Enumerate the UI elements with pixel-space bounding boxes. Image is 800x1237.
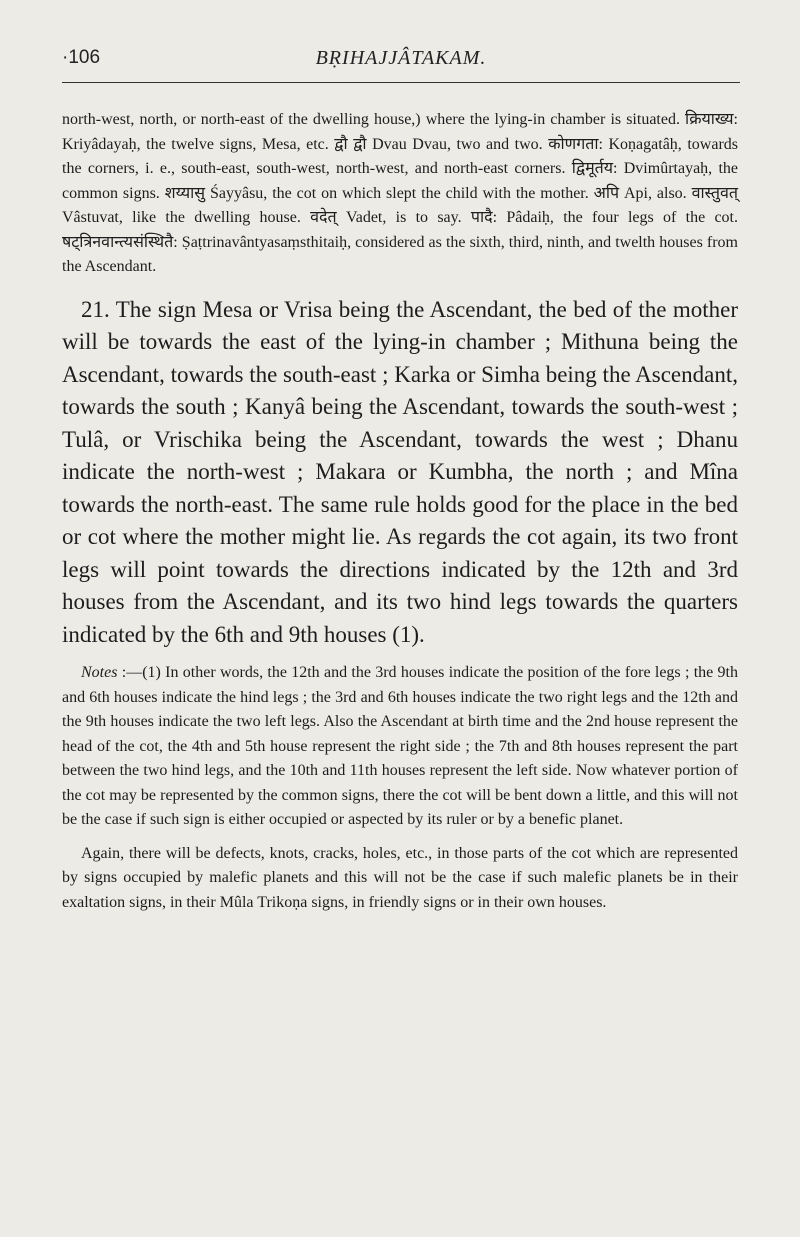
final-paragraph: Again, there will be defects, knots, cracks, holes, etc., in those parts of the cot which are represented by signs occupied by malefic planets and this will not be the case if such malefic planets be in their exaltation signs, in their Mûla Trikoṇa signs, in friendly signs or in their own houses.	[62, 844, 738, 911]
page-number: ·106	[62, 47, 101, 68]
glossary-paragraph: north-west, north, or north-east of the dwelling house,) where the lying-in chamber is situated. क्रियाख्य: Kriyâdayaḥ, the twelve signs, Mesa, etc. द्वौ द्वौ Dvau Dvau, two and two. कोणगता: Koṇagatâḥ, towards the corners, i. e., south-east, south-west, north-west, and north-east corners. द्विमूर्तय: Dvimûrtayaḥ, the common signs. शय्यासु Śayyâsu, the cot on which slept the child with the mother. अपि Api, also. वास्तुवत् Vâstuvat, like the dwelling house. वदेत् Vadet, is to say. पादै: Pâdaiḥ, the four legs of the cot. षट्त्रिनवान्त्यसंस्थितै: Ṣaṭtrinavântyasaṃsthitaiḥ, considered as the sixth, third, ninth, and twelth houses from the Ascendant.	[62, 111, 738, 275]
rule-21-paragraph: 21. The sign Mesa or Vrisa being the Ascendant, the bed of the mother will be towards the east of the lying-in chamber ; Mithuna being the Ascendant, towards the south-east ; Karka or Simha being the Ascendant, towards the south ; Kanyâ being the Ascendant, towards the south-west ; Tulâ, or Vrischika being the Ascendant, towards the west ; Dhanu indicate the north-west ; Makara or Kumbha, the north ; and Mîna towards the north-east. The same rule holds good for the place in the bed or cot where the mother might lie. As regards the cot again, its two front legs will point towards the directions indicated by the 12th and 3rd houses from the Ascendant, and its two hind legs towards the quarters indicated by the 6th and 9th houses (1).	[62, 296, 738, 647]
running-title: BṚIHAJJÂTAKAM.	[315, 47, 487, 69]
header-rule	[62, 82, 740, 83]
notes-paragraph	[62, 661, 738, 833]
page-header	[62, 47, 740, 81]
notes-label: Notes	[81, 664, 118, 681]
notes-text: :—(1) In other words, the 12th and the 3rd houses indicate the position of the fore legs ; the 9th and 6th houses indicate the hind legs ; the 3rd and 6th houses indicate the two right legs and the 12th and the 9th houses indicate the two left legs. Also the Ascendant at birth time and the 2nd house represent the head of the cot, the 4th and 5th house represent the right side ; the 7th and 8th houses represent the part between the two hind legs, and the 10th and 11th houses represent the left side. Now whatever portion of the cot may be represented by the common signs, there the cot will be bent down a little, and this will not be the case if such sign is either occupied or aspected by its ruler or by a benefic planet.	[62, 664, 738, 828]
page-body	[62, 108, 738, 915]
